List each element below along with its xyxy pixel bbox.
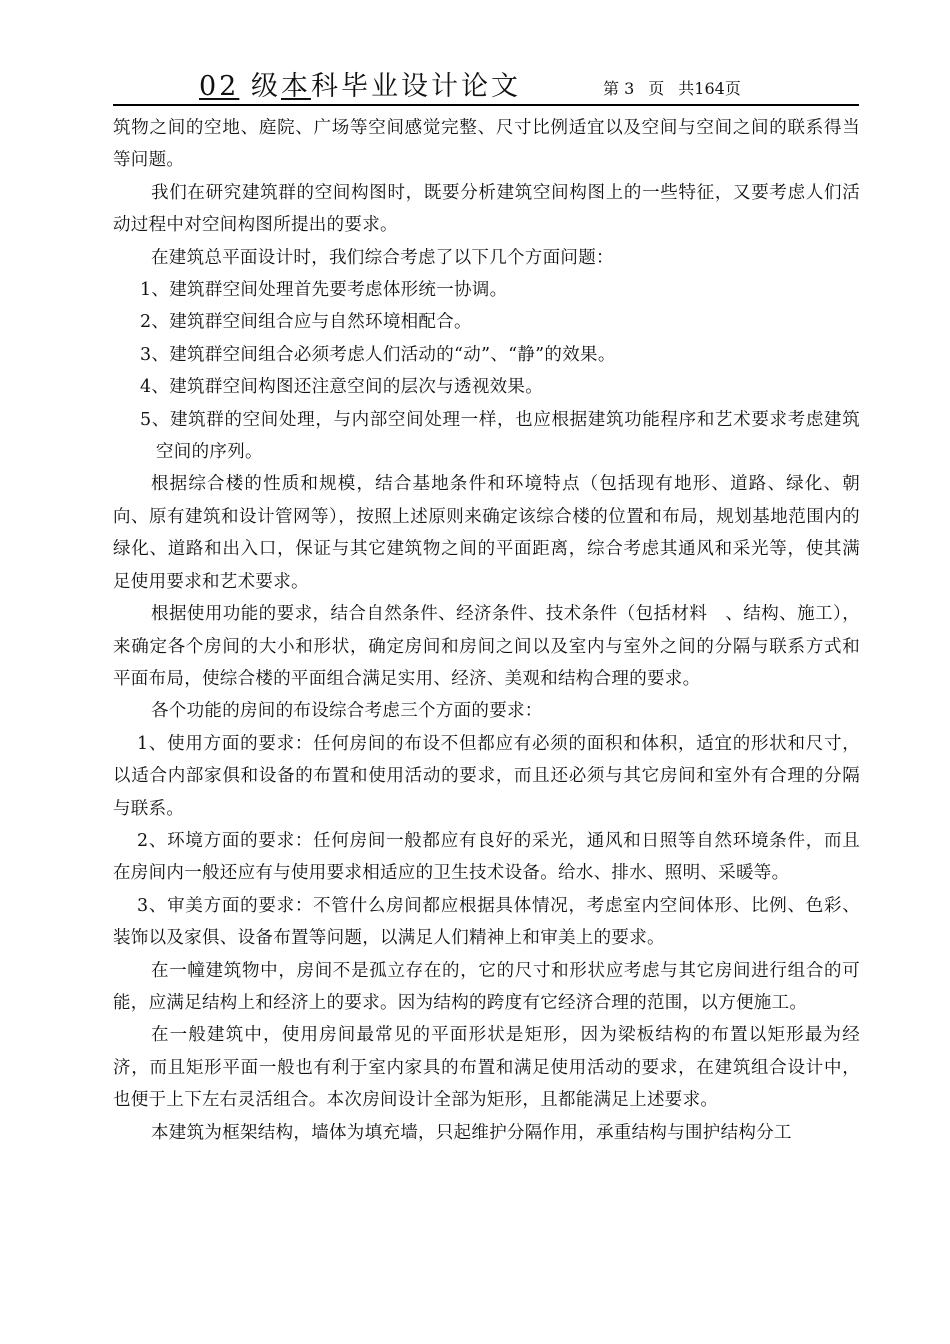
title-grade: 级 bbox=[250, 71, 281, 102]
paragraph: 根据综合楼的性质和规模，结合基地条件和环境特点（包括现有地形、道路、绿化、朝向、原有建筑和设计管网等），按照上述原则来确定该综合楼的位置和布局，规划基地范围内的绿化、道路和出入口，保证与其它建筑物之间的平面距离，综合考虑其通风和采光等，使其满足使用要求和艺术要求。 bbox=[113, 474, 860, 592]
title-rest: 科毕业设计论文 bbox=[310, 71, 521, 102]
title-ben: 本 bbox=[280, 71, 311, 102]
list-item: 1、建筑群空间处理首先要考虑体形统一协调。 bbox=[140, 280, 508, 301]
list-item: 3、建筑群空间组合必须考虑人们活动的“动”、“静”的效果。 bbox=[140, 344, 616, 365]
paragraph: 在一般建筑中，使用房间最常见的平面形状是矩形，因为梁板结构的布置以矩形最为经济，而且矩形平面一般也有利于室内家具的布置和满足使用活动的要求，在建筑组合设计中，也便于上下左右灵活组合。本次房间设计全部为矩形，且都能满足上述要求。 bbox=[113, 1025, 860, 1111]
list-item: 2、建筑群空间组合应与自然环境相配合。 bbox=[140, 312, 472, 333]
paragraph: 在建筑总平面设计时，我们综合考虑了以下几个方面问题： bbox=[151, 247, 614, 268]
list-item: 4、建筑群空间构图还注意空间的层次与透视效果。 bbox=[140, 377, 544, 398]
paragraph: 本建筑为框架结构，墙体为填充墙，只起维护分隔作用，承重结构与围护结构分工 bbox=[151, 1122, 792, 1143]
paragraph: 筑物之间的空地、庭院、广场等空间感觉完整、尺寸比例适宜以及空间与空间之间的联系得当等问题。 bbox=[113, 118, 860, 171]
paragraph: 3、审美方面的要求：不管什么房间都应根据具体情况，考虑室内空间体形、比例、色彩、装饰以及家俱、设备布置等问题，以满足人们精神上和审美上的要求。 bbox=[113, 895, 860, 949]
page-label: 第 3 bbox=[603, 79, 635, 98]
page-unit: 页 bbox=[648, 79, 665, 98]
header-rule bbox=[113, 104, 859, 106]
body-text bbox=[113, 112, 860, 1149]
paragraph: 1、使用方面的要求：任何房间的布设不但都应有必须的面积和体积，适宜的形状和尺寸，以适合内部家俱和设备的布置和使用活动的要求，而且还必须与其它房间和室外有合理的分隔与联系。 bbox=[113, 733, 860, 819]
page-total: 共164页 bbox=[678, 79, 741, 98]
paragraph: 2、环境方面的要求：任何房间一般都应有良好的采光，通风和日照等自然环境条件，而且在房间内一般还应有与使用要求相适应的卫生技术设备。给水、排水、照明、采暖等。 bbox=[113, 830, 860, 884]
title-year: 02 bbox=[199, 71, 240, 102]
paragraph: 在一幢建筑物中，房间不是孤立存在的，它的尺寸和形状应考虑与其它房间进行组合的可能，应满足结构上和经济上的要求。因为结构的跨度有它经济合理的范围，以方便施工。 bbox=[113, 960, 860, 1013]
page-number bbox=[603, 78, 755, 100]
thesis-title bbox=[199, 70, 521, 104]
paragraph: 各个功能的房间的布设综合考虑三个方面的要求： bbox=[151, 701, 543, 722]
paragraph: 我们在研究建筑群的空间构图时，既要分析建筑空间构图上的一些特征，又要考虑人们活动过程中对空间构图所提出的要求。 bbox=[113, 182, 860, 236]
page-header bbox=[113, 70, 858, 106]
list-item: 5、建筑群的空间处理，与内部空间处理一样，也应根据建筑功能程序和艺术要求考虑建筑空间的序列。 bbox=[140, 409, 860, 463]
paragraph: 根据使用功能的要求，结合自然条件、经济条件、技术条件（包括材料 、结构、施工），来确定各个房间的大小和形状，确定房间和房间之间以及室内与室外之间的分隔与联系方式和平面布局，使综合楼的平面组合满足实用、经济、美观和结构合理的要求。 bbox=[113, 604, 860, 689]
